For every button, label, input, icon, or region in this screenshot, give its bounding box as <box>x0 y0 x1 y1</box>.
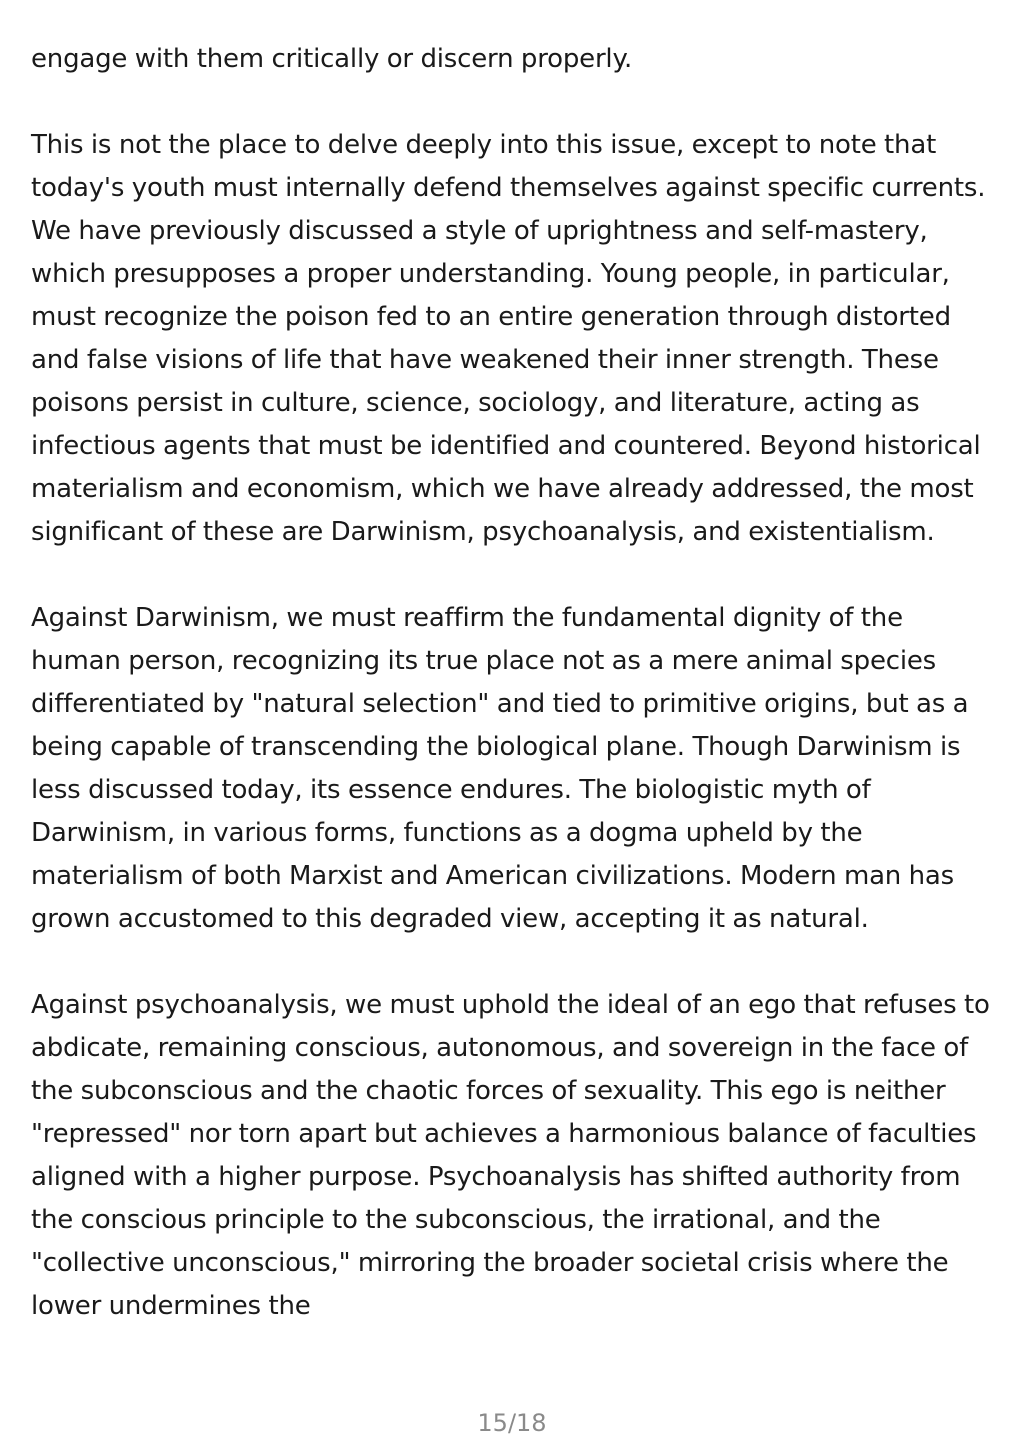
paragraph-youth-currents: This is not the place to delve deeply into this issue, except to note that today's youth must internally defend themselves against specific currents. We have previously discussed a style of uprightness and self-mastery, which presupposes a proper understanding. Young people, in particular, must recognize the poison fed to an entire generation through distorted and false visions of life that have weakened their inner strength. These poisons persist in culture, science, sociology, and literature, acting as infectious agents that must be identified and countered. Beyond historical materialism and economism, which we have already addressed, the most significant of these are Darwinism, psychoanalysis, and existentialism. <box>31 130 986 547</box>
page-indicator: 15/18 <box>0 1407 1024 1439</box>
paragraph-continuation: engage with them critically or discern properly. <box>31 44 633 74</box>
text-column <box>31 38 993 1328</box>
paragraph-darwinism: Against Darwinism, we must reaffirm the fundamental dignity of the human person, recognizing its true place not as a mere animal species differentiated by "natural selection" and tied to primitive origins, but as a being capable of transcending the biological plane. Though Darwinism is less discussed today, its essence endures. The biologistic myth of Darwinism, in various forms, functions as a dogma upheld by the materialism of both Marxist and American civilizations. Modern man has grown accustomed to this degraded view, accepting it as natural. <box>31 603 969 934</box>
paragraph-psychoanalysis: Against psychoanalysis, we must uphold the ideal of an ego that refuses to abdicate, remaining conscious, autonomous, and sovereign in the face of the subconscious and the chaotic forces of sexuality. This ego is neither "repressed" nor torn apart but achieves a harmonious balance of faculties aligned with a higher purpose. Psychoanalysis has shifted authority from the conscious principle to the subconscious, the irrational, and the "collective unconscious," mirroring the broader societal crisis where the lower undermines the <box>31 990 990 1321</box>
